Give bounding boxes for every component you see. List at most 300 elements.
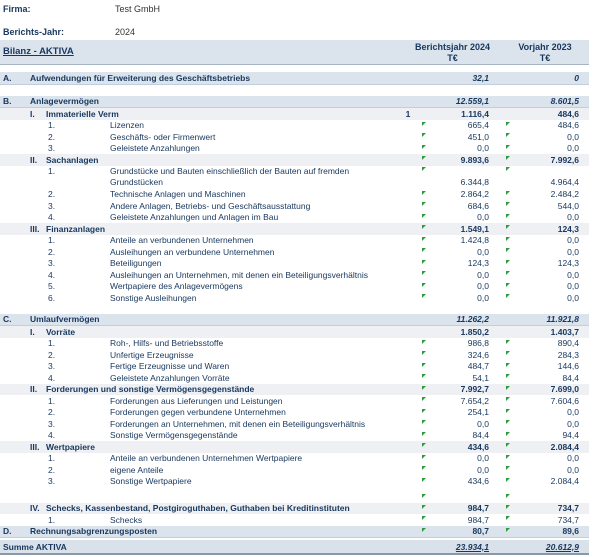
value-cell-berichtsjahr[interactable] — [415, 109, 492, 119]
row-number: 1. — [48, 165, 56, 176]
table-row — [0, 314, 589, 327]
cell-flag-icon — [422, 374, 426, 378]
row-roman: I. — [30, 326, 35, 337]
value-text: 0,0 — [567, 292, 579, 303]
value-text: 0,0 — [567, 235, 579, 246]
cell-flag-icon — [506, 397, 510, 401]
cell-flag-icon — [422, 478, 426, 482]
value-text: 124,3 — [557, 258, 579, 269]
cell-flag-icon — [422, 432, 426, 436]
row-label: Sachanlagen — [46, 154, 99, 165]
row-label: Andere Anlagen, Betriebs- und Geschäftsausstattung — [110, 200, 311, 211]
value-text: 0,0 — [477, 418, 489, 429]
row-label: Summe AKTIVA — [3, 541, 67, 552]
value-cell-vorjahr[interactable] — [503, 109, 589, 119]
cell-flag-icon — [506, 351, 510, 355]
value-text: 284,3 — [557, 349, 579, 360]
value-cell-vorjahr[interactable] — [503, 407, 589, 417]
row-letter: D. — [3, 526, 12, 537]
row-number: 3. — [48, 476, 56, 487]
value-cell-berichtsjahr[interactable] — [415, 430, 492, 440]
row-label: Aufwendungen für Erweiterung des Geschäftsbetriebs — [30, 72, 251, 83]
cell-flag-icon — [422, 122, 426, 126]
row-letter: A. — [3, 72, 12, 83]
value-cell-vorjahr[interactable] — [503, 132, 589, 142]
value-cell-vorjahr[interactable] — [503, 247, 589, 257]
value-text: 20.612,9 — [545, 541, 579, 552]
value-cell-berichtsjahr[interactable] — [415, 396, 492, 406]
table-row — [0, 189, 589, 201]
value-cell-berichtsjahr[interactable] — [415, 442, 492, 452]
value-text: 0,0 — [567, 143, 579, 154]
table-row — [0, 540, 589, 555]
value-cell-vorjahr[interactable] — [503, 350, 589, 360]
table-body — [0, 72, 600, 555]
row-label: Forderungen aus Lieferungen und Leistungen — [110, 395, 283, 406]
berichtsjahr-value-cell[interactable]: 2024 — [115, 27, 136, 37]
value-text: 144,6 — [557, 361, 579, 372]
cell-flag-icon — [506, 340, 510, 344]
row-number: 3. — [48, 200, 56, 211]
value-text: 54,1 — [472, 372, 489, 383]
cell-flag-icon — [506, 420, 510, 424]
cell-flag-icon — [506, 494, 510, 498]
row-roman: II. — [30, 154, 38, 165]
cell-flag-icon — [506, 528, 510, 532]
value-cell-vorjahr[interactable] — [503, 224, 589, 234]
value-text: 684,6 — [467, 200, 489, 211]
value-text: 8.601,5 — [550, 96, 579, 107]
value-text: 0,0 — [567, 453, 579, 464]
value-text: 734,7 — [557, 503, 579, 514]
value-cell-vorjahr[interactable] — [503, 503, 589, 513]
cell-flag-icon — [422, 294, 426, 298]
cell-flag-icon — [506, 167, 510, 171]
row-label: Technische Anlagen und Maschinen — [110, 189, 246, 200]
table-row — [0, 72, 589, 85]
cell-flag-icon — [506, 505, 510, 509]
value-cell-vorjahr[interactable] — [503, 526, 589, 536]
value-text: 2.084,4 — [550, 476, 579, 487]
value-text: 84,4 — [472, 430, 489, 441]
value-text: 254,1 — [467, 407, 489, 418]
value-text: 986,8 — [467, 338, 489, 349]
value-cell-berichtsjahr[interactable] — [415, 338, 492, 348]
table-row — [0, 292, 589, 304]
value-cell-vorjahr[interactable] — [503, 465, 589, 475]
firma-label: Firma: — [3, 4, 31, 14]
value-text: 2.484,2 — [550, 189, 579, 200]
row-roman: I. — [30, 108, 35, 119]
row-letter: B. — [3, 96, 12, 107]
row-label: Schecks, Kassenbestand, Postgiroguthaben, Guthaben bei Kreditinstituten — [46, 503, 350, 514]
value-cell-vorjahr[interactable] — [503, 396, 589, 406]
row-number: 1. — [48, 453, 56, 464]
column-header-berichtsjahr — [403, 42, 502, 63]
row-roman — [30, 166, 46, 189]
table-row — [0, 372, 589, 384]
value-cell-vorjahr[interactable] — [503, 419, 589, 429]
value-cell-vorjahr[interactable] — [503, 515, 589, 525]
value-text: 544,0 — [557, 200, 579, 211]
value-text: 23.934,1 — [455, 541, 489, 552]
value-text: 0,0 — [567, 269, 579, 280]
value-text: 0,0 — [477, 464, 489, 475]
value-text: 11.262,2 — [456, 314, 489, 325]
cell-flag-icon — [506, 225, 510, 229]
cell-flag-icon — [422, 363, 426, 367]
row-label: Fertige Erzeugnisse und Waren — [110, 361, 230, 372]
cell-flag-icon — [422, 237, 426, 241]
value-cell-berichtsjahr[interactable] — [415, 465, 492, 475]
value-text: 89,6 — [562, 526, 579, 537]
cell-flag-icon — [506, 283, 510, 287]
row-label: Forderungen an Unternehmen, mit denen ein Beteiligungsverhältnis — [110, 418, 366, 429]
value-text: 7.699,0 — [550, 384, 579, 395]
cell-flag-icon — [506, 294, 510, 298]
row-number: 4. — [48, 372, 56, 383]
table-row — [0, 326, 589, 338]
row-label: Ausleihungen an Unternehmen, mit denen ein Beteiligungsverhältnis — [110, 269, 369, 280]
table-row — [0, 258, 589, 270]
row-number: 3. — [48, 258, 56, 269]
value-text: 7.654,2 — [460, 395, 489, 406]
table-row — [0, 476, 589, 488]
value-text: 0,0 — [477, 269, 489, 280]
cell-flag-icon — [506, 466, 510, 470]
cell-flag-icon — [422, 340, 426, 344]
value-text: 484,7 — [467, 361, 489, 372]
value-cell-vorjahr[interactable] — [503, 384, 589, 394]
row-number: 4. — [48, 430, 56, 441]
cell-flag-icon — [422, 409, 426, 413]
value-cell-berichtsjahr[interactable] — [415, 314, 492, 324]
row-number: 2. — [48, 246, 56, 257]
row-label: Geschäfts- oder Firmenwert — [110, 131, 216, 142]
value-cell-vorjahr[interactable] — [503, 96, 589, 106]
value-text: 665,4 — [467, 120, 489, 131]
cell-flag-icon — [422, 443, 426, 447]
value-text: 11.921,8 — [546, 314, 579, 325]
value-cell-vorjahr[interactable] — [503, 373, 589, 383]
value-text: 1.116,4 — [461, 108, 489, 119]
value-cell-berichtsjahr[interactable] — [415, 281, 492, 291]
cell-flag-icon — [422, 397, 426, 401]
row-number: 3. — [48, 418, 56, 429]
value-cell-vorjahr[interactable] — [503, 327, 589, 337]
value-cell-berichtsjahr[interactable] — [415, 166, 492, 189]
table-row — [0, 200, 589, 212]
cell-flag-icon — [422, 516, 426, 520]
value-cell-vorjahr[interactable] — [503, 293, 589, 303]
value-cell-berichtsjahr[interactable] — [415, 73, 492, 83]
row-label: Umlaufvermögen — [30, 314, 100, 325]
cell-flag-icon — [422, 202, 426, 206]
table-row — [0, 338, 589, 350]
cell-flag-icon — [422, 260, 426, 264]
value-cell-berichtsjahr[interactable] — [415, 201, 492, 211]
cell-flag-icon — [422, 214, 426, 218]
row-label: Immaterielle Verm — [46, 108, 119, 119]
page-title: Bilanz - AKTIVA — [3, 46, 74, 57]
table-row — [0, 487, 589, 499]
row-number: 1. — [48, 338, 56, 349]
table-row — [0, 418, 589, 430]
value-cell-berichtsjahr[interactable] — [415, 515, 492, 525]
table-row — [0, 349, 589, 361]
value-text: 0,0 — [477, 281, 489, 292]
row-number: 2. — [48, 189, 56, 200]
cell-flag-icon — [422, 145, 426, 149]
value-text: 9.893,6 — [460, 154, 489, 165]
value-text: 0,0 — [567, 407, 579, 418]
value-cell-vorjahr[interactable] — [503, 155, 589, 165]
cell-flag-icon — [422, 351, 426, 355]
value-text: 434,6 — [467, 441, 489, 452]
row-number: 3. — [48, 361, 56, 372]
value-cell-vorjahr[interactable] — [503, 281, 589, 291]
row-label: Geleistete Anzahlungen Vorräte — [110, 372, 230, 383]
cell-flag-icon — [506, 478, 510, 482]
value-cell-berichtsjahr[interactable] — [415, 361, 492, 371]
cell-flag-icon — [506, 145, 510, 149]
table-row — [0, 514, 589, 526]
value-text: 6.344,8 — [460, 177, 489, 187]
value-cell-berichtsjahr[interactable] — [415, 384, 492, 394]
value-text: 0,0 — [567, 131, 579, 142]
value-text: 7.604,6 — [550, 395, 579, 406]
value-cell-berichtsjahr[interactable] — [415, 120, 492, 130]
row-label: Anteile an verbundenen Unternehmen Wertpapiere — [110, 453, 303, 464]
value-text: 484,6 — [557, 108, 579, 119]
row-label: Lizenzen — [110, 120, 145, 131]
value-cell-berichtsjahr[interactable] — [415, 258, 492, 268]
row-label: eigene Anteile — [110, 464, 164, 475]
cell-flag-icon — [422, 494, 426, 498]
column-header-berichtsjahr-title: Berichtsjahr 2024 — [414, 42, 491, 52]
value-cell-berichtsjahr[interactable] — [415, 503, 492, 513]
value-cell-berichtsjahr[interactable] — [415, 212, 492, 222]
cell-flag-icon — [422, 167, 426, 171]
table-row — [0, 131, 589, 143]
value-text: 434,6 — [467, 476, 489, 487]
value-text: 0,0 — [567, 464, 579, 475]
row-number: 5. — [48, 281, 56, 292]
value-cell-berichtsjahr[interactable] — [415, 526, 492, 536]
row-label: Forderungen gegen verbundene Unternehmen — [110, 407, 286, 418]
row-label: Ausleihungen an verbundene Unternehmen — [110, 246, 275, 257]
value-cell-berichtsjahr[interactable] — [415, 419, 492, 429]
table-row — [0, 166, 589, 189]
row-number: 2. — [48, 407, 56, 418]
value-cell-vorjahr[interactable] — [503, 476, 589, 486]
row-label: Wertpapiere des Anlagevermögens — [110, 281, 243, 292]
value-cell-vorjahr[interactable] — [503, 201, 589, 211]
cell-flag-icon — [422, 420, 426, 424]
value-text: 984,7 — [467, 514, 489, 525]
value-text: 1.403,7 — [550, 326, 579, 337]
cell-flag-icon — [506, 386, 510, 390]
column-header-vorjahr-title: Vorjahr 2023 — [518, 42, 572, 52]
value-cell-vorjahr[interactable] — [503, 235, 589, 245]
cell-flag-icon — [422, 505, 426, 509]
row-roman: III. — [30, 223, 40, 234]
cell-flag-icon — [422, 466, 426, 470]
row-label: Wertpapiere — [46, 441, 95, 452]
value-cell-berichtsjahr[interactable] — [415, 293, 492, 303]
column-header-vorjahr-unit: T€ — [539, 52, 551, 63]
row-number: 6. — [48, 292, 56, 303]
row-letter — [0, 166, 30, 189]
value-text: 0,0 — [477, 246, 489, 257]
value-text: 0,0 — [567, 281, 579, 292]
value-text: 890,4 — [557, 338, 579, 349]
value-cell-berichtsjahr[interactable] — [415, 327, 492, 337]
row-note: 1 — [405, 108, 411, 119]
cell-flag-icon — [506, 133, 510, 137]
row-number: 2. — [48, 464, 56, 475]
cell-flag-icon — [422, 271, 426, 275]
table-row — [0, 407, 589, 419]
value-cell-vorjahr[interactable] — [503, 143, 589, 153]
value-cell-vorjahr[interactable] — [503, 361, 589, 371]
value-cell-vorjahr[interactable] — [503, 338, 589, 348]
table-row — [0, 281, 589, 293]
value-text: 1.549,1 — [460, 223, 489, 234]
value-text: 0,0 — [477, 453, 489, 464]
value-cell-berichtsjahr[interactable] — [415, 453, 492, 463]
value-cell-vorjahr[interactable] — [503, 73, 589, 83]
cell-flag-icon — [506, 260, 510, 264]
berichtsjahr-label: Berichts-Jahr: — [3, 27, 65, 37]
row-number: 1. — [48, 395, 56, 406]
value-text: 2.084,4 — [550, 441, 579, 452]
value-cell-berichtsjahr[interactable] — [415, 155, 492, 165]
row-roman: II. — [30, 384, 38, 395]
cell-flag-icon — [506, 409, 510, 413]
value-text: 0,0 — [477, 143, 489, 154]
value-cell-vorjahr[interactable] — [503, 314, 589, 324]
value-cell-vorjahr[interactable] — [503, 258, 589, 268]
value-cell-vorjahr[interactable] — [503, 430, 589, 440]
cell-flag-icon — [506, 455, 510, 459]
cell-flag-icon — [422, 248, 426, 252]
cell-flag-icon — [506, 248, 510, 252]
value-cell-vorjahr[interactable] — [503, 189, 589, 199]
row-label: Vorräte — [46, 326, 76, 337]
row-number: 2. — [48, 349, 56, 360]
value-text: 734,7 — [557, 514, 579, 525]
value-cell-vorjahr[interactable] — [503, 453, 589, 463]
row-number: 1. — [48, 514, 56, 525]
row-number: 1. — [48, 120, 56, 131]
column-header-berichtsjahr-unit: T€ — [447, 52, 458, 63]
cell-flag-icon — [422, 191, 426, 195]
row-label: Anteile an verbundenen Unternehmen — [110, 235, 254, 246]
table-row — [0, 212, 589, 224]
cell-flag-icon — [506, 516, 510, 520]
row-label: Anlagevermögen — [30, 96, 99, 107]
value-text: 124,3 — [467, 258, 489, 269]
cell-flag-icon — [422, 528, 426, 532]
value-text: 0 — [574, 72, 579, 83]
value-text: 0,0 — [567, 246, 579, 257]
row-number: 1. — [48, 235, 56, 246]
value-cell-berichtsjahr[interactable] — [415, 247, 492, 257]
cell-flag-icon — [506, 271, 510, 275]
cell-flag-icon — [506, 374, 510, 378]
value-cell-vorjahr[interactable] — [503, 542, 589, 552]
value-cell-berichtsjahr[interactable] — [415, 270, 492, 280]
row-letter: C. — [3, 314, 12, 325]
cell-flag-icon — [506, 237, 510, 241]
value-text: 84,4 — [562, 372, 579, 383]
table-row — [0, 384, 589, 396]
value-cell-berichtsjahr[interactable] — [415, 132, 492, 142]
row-label: Rechnungsabgrenzungsposten — [30, 526, 158, 537]
table-row — [0, 223, 589, 235]
value-cell-vorjahr[interactable] — [503, 442, 589, 452]
table-row — [0, 441, 589, 453]
cell-flag-icon — [506, 443, 510, 447]
value-cell-berichtsjahr[interactable] — [415, 542, 492, 552]
cell-flag-icon — [506, 156, 510, 160]
value-cell-berichtsjahr[interactable] — [415, 143, 492, 153]
value-text: 32,1 — [472, 72, 489, 83]
value-cell-berichtsjahr[interactable] — [415, 350, 492, 360]
cell-flag-icon — [506, 191, 510, 195]
cell-flag-icon — [422, 455, 426, 459]
cell-flag-icon — [422, 225, 426, 229]
table-row — [0, 526, 589, 539]
table-row — [0, 453, 589, 465]
value-cell-berichtsjahr[interactable] — [415, 96, 492, 106]
value-cell-berichtsjahr[interactable] — [415, 373, 492, 383]
row-label: Geleistete Anzahlungen und Anlagen im Bau — [110, 212, 279, 223]
row-spacer — [0, 85, 589, 96]
cell-flag-icon — [422, 133, 426, 137]
value-cell-berichtsjahr[interactable] — [415, 224, 492, 234]
row-roman: III. — [30, 441, 40, 452]
row-number: 4. — [48, 212, 56, 223]
row-label: Finanzanlagen — [46, 223, 106, 234]
row-number: 3. — [48, 143, 56, 154]
row-label: Geleistete Anzahlungen — [110, 143, 200, 154]
row-label: Sonstige Vermögensgegenstände — [110, 430, 238, 441]
value-cell-berichtsjahr[interactable] — [415, 407, 492, 417]
cell-flag-icon — [422, 386, 426, 390]
value-cell-berichtsjahr[interactable] — [415, 476, 492, 486]
row-roman: IV. — [30, 503, 40, 514]
value-cell-vorjahr[interactable] — [503, 212, 589, 222]
row-number: 2. — [48, 131, 56, 142]
value-text: 94,4 — [562, 430, 579, 441]
value-cell-vorjahr[interactable] — [503, 166, 589, 189]
value-cell-berichtsjahr[interactable] — [415, 189, 492, 199]
table-row — [0, 143, 589, 155]
cell-flag-icon — [422, 156, 426, 160]
value-cell-berichtsjahr[interactable] — [415, 235, 492, 245]
value-text: 4.964,4 — [550, 177, 579, 187]
row-label: Sonstige Ausleihungen — [110, 292, 197, 303]
cell-flag-icon — [506, 122, 510, 126]
firma-value-cell[interactable]: Test GmbH — [115, 4, 161, 14]
value-cell-vorjahr[interactable] — [503, 270, 589, 280]
table-row — [0, 235, 589, 247]
row-label: Unfertige Erzeugnisse — [110, 349, 194, 360]
value-text: 0,0 — [567, 212, 579, 223]
value-cell-vorjahr[interactable] — [503, 120, 589, 130]
